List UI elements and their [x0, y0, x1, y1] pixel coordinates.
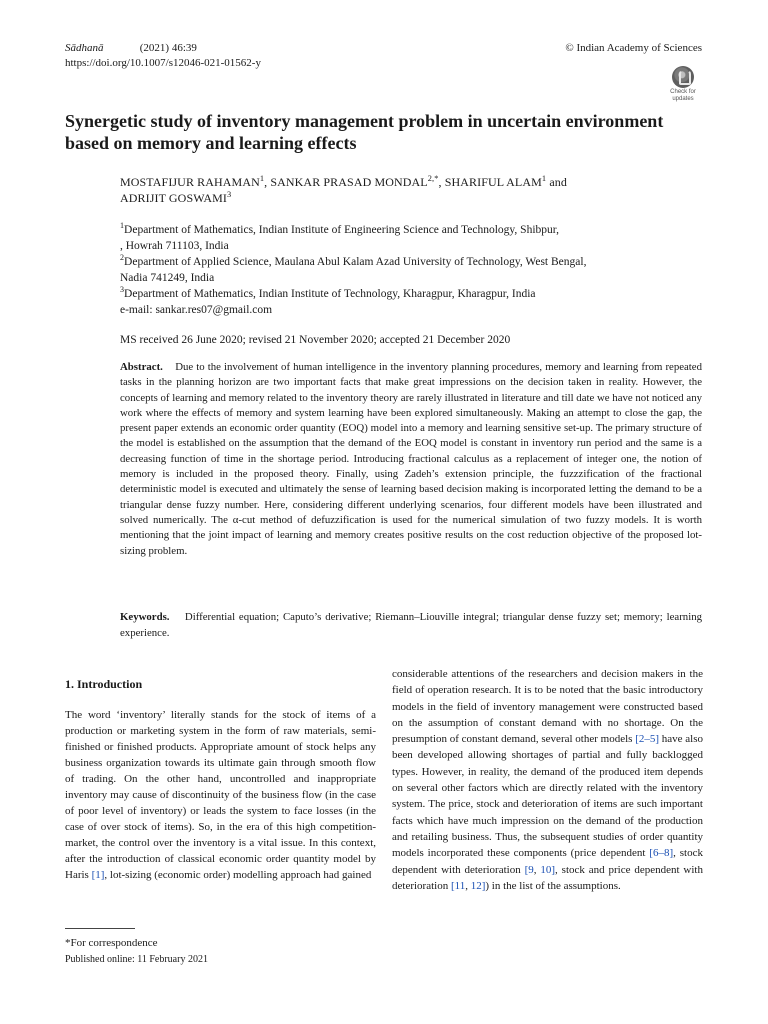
author-2: SANKAR PRASAD MONDAL — [270, 175, 428, 189]
journal-header — [65, 41, 261, 71]
email-address[interactable]: e-mail: sankar.res07@gmail.com — [120, 304, 273, 316]
affiliation-1-number: 1 — [120, 221, 125, 231]
separator: , — [533, 863, 541, 876]
author-3: SHARIFUL ALAM — [444, 175, 542, 189]
affiliation-3 — [120, 286, 705, 302]
section-heading: 1. Introduction — [65, 677, 143, 691]
citation-link[interactable]: [6–8] — [649, 847, 674, 860]
badge-line-1: Check for — [670, 89, 696, 95]
received-dates: MS received 26 June 2020; revised 21 November 2020; accepted 21 December 2020 — [120, 334, 511, 346]
affiliation-1-line-1: Department of Mathematics, Indian Institute of Engineering Science and Technology, Shibpur, — [124, 224, 560, 236]
separator: , — [465, 879, 471, 892]
intro-text-right-2: have also been developed allowing shortages of partial and fully backlogged types. However, in reality, the demand of the produced item depends on several other factors which are directly related with the inventory system. The price, stock and deterioration of items are such important facts which have much impression on the demand of the production and retailing business. Thus, the subsequent studies of order quantity models incorporated these components (price dependent — [392, 733, 704, 860]
keywords — [120, 610, 702, 641]
footnote-divider — [65, 928, 135, 929]
citation-link[interactable]: [1] — [91, 869, 105, 881]
citation-link[interactable]: 12] — [470, 879, 486, 892]
intro-text-left: The word ‘inventory’ literally stands for the stock of items of a production or marketing system in the form of raw materials, semi-finished or finished products. Appropriate amount of stock helps any business organization towards its ultimate gain through smooth flow of trading. On the other hand, uncontrolled and inappropriate inventory may cause of discontinuity of the business flow (in the case of poor level of inventory) or leads the system to face losses (in the case of over stock of items). So, in the era of this high competition-market, the control over the inventory is a vital issue. In this context, after the introduction of classical economic order quantity model by Haris — [65, 709, 376, 881]
intro-text-right-5: ) in the list of the assumptions. — [485, 879, 621, 892]
intro-paragraph-left — [65, 707, 376, 883]
abstract-label: Abstract. — [120, 361, 163, 373]
affiliation-1-line-2: , Howrah 711103, India — [120, 240, 229, 252]
check-for-updates-badge[interactable] — [663, 66, 703, 104]
abstract-text: Due to the involvement of human intelligence in the inventory planning procedures, memory and learning from repeated tasks in the planning horizon are two important facts that make great impressions on the decision taken in reality. However, the concepts of learning and memory related to the inventory theory are rarely illustrated in literature and till date we have not noticed any work where the effects of memory and system learning have been explored simultaneously. Making an attempt to close the gap, the present paper extends an economic order quantity (EOQ) model into a memory and learning sensitive set-up. The primary structure of the model is established on the assumption that the demand of the EOQ model is constant in inventory run period and the same is a decreasing function of time in the shortage period. Introducing fractional calculus as a replacement of integer one, the notion of memory is included in the proposed theory. Finally, using Zadeh’s extension principle, the fuzzzification of the fractional deterministic model is executed and ultimately the sense of learning based decision making is incorporated letting the demand to be a triangular dense fuzzy number. Here, considering different underlying scenarios, four different models have been illustrated and solved numerically. The α-cut method of defuzzification is used for the numerical simulation of two fuzzy models. It is worth mentioning that the joint impact of learning and memory creates positive results on the cost reduction objective of the proposed lot-sizing problem. — [120, 361, 703, 557]
affiliation-2-line-2: Nadia 741249, India — [120, 272, 215, 284]
affiliation-3-line-1: Department of Mathematics, Indian Institute of Technology, Kharagpur, Kharagpur, India — [124, 288, 536, 300]
author-and: and — [549, 175, 567, 189]
bookmark-icon — [672, 66, 694, 88]
correspondence-footnote: *For correspondence — [65, 937, 158, 949]
author-2-affil: 2,* — [427, 174, 439, 183]
keywords-text: Differential equation; Caputo’s derivative; Riemann–Liouville integral; triangular dense fuzzy set; memory; learning experience. — [120, 611, 703, 639]
citation-link[interactable]: [9 — [524, 863, 534, 876]
author-3-affil: 1 — [541, 174, 547, 183]
affiliation-2 — [120, 254, 705, 270]
intro-text-right-4: , stock and price dependent with deterioration — [392, 863, 703, 892]
intro-text-left-end: , lot-sizing (economic order) modelling approach had gained — [104, 869, 372, 881]
author-list: MOSTAFIJUR RAHAMAN$^1$, SANKAR PRASAD $MONDAL^{2,*}$, SHARIFUL ALAM$^1$ and ADRIJIT GOSWAMI$^3$ — [120, 174, 567, 205]
keywords-label: Keywords. — [120, 611, 170, 623]
citation-link[interactable]: [11 — [450, 879, 466, 892]
paper-title: Synergetic study of inventory management problem in uncertain environment based on memory and learning effects — [65, 111, 664, 153]
intro-text-right-3: , stock dependent with deterioration — [392, 847, 703, 876]
affiliation-2-number: 2 — [120, 253, 125, 263]
intro-text-right-1: considerable attentions of the researchers and decision makers in the field of operation research. It is to be noted that the basic introductory models in the field of inventory management were constructed based on the assumption of constant demand with no shortage. On the presumption of constant demand, several other models — [392, 668, 703, 746]
affiliation-3-number: 3 — [120, 285, 125, 295]
affiliation-1 — [120, 222, 705, 238]
author-4: ADRIJIT GOSWAMI — [120, 191, 227, 205]
author-1: MOSTAFIJUR RAHAMAN — [120, 175, 260, 189]
intro-paragraph-right — [392, 666, 703, 894]
citation-link[interactable]: [2–5] — [635, 733, 660, 746]
affiliations — [120, 222, 705, 318]
citation-link[interactable]: 10] — [540, 863, 556, 876]
affiliation-2-line-1: Department of Applied Science, Maulana Abul Kalam Azad University of Technology, West Bengal, — [124, 256, 587, 268]
published-date: Published online: 11 February 2021 — [65, 954, 208, 965]
badge-line-2: updates — [672, 95, 694, 102]
author-4-affil: 3 — [226, 190, 232, 199]
abstract — [120, 360, 702, 559]
journal-volume: (2021) 46:39 — [139, 42, 197, 54]
journal-name: Sādhanā — [65, 42, 104, 54]
author-1-affil: 1 — [259, 174, 265, 183]
left-column — [65, 676, 376, 883]
copyright-notice: © Indian Academy of Sciences — [565, 42, 702, 54]
doi-link[interactable]: https://doi.org/10.1007/s12046-021-01562-y — [65, 57, 261, 69]
